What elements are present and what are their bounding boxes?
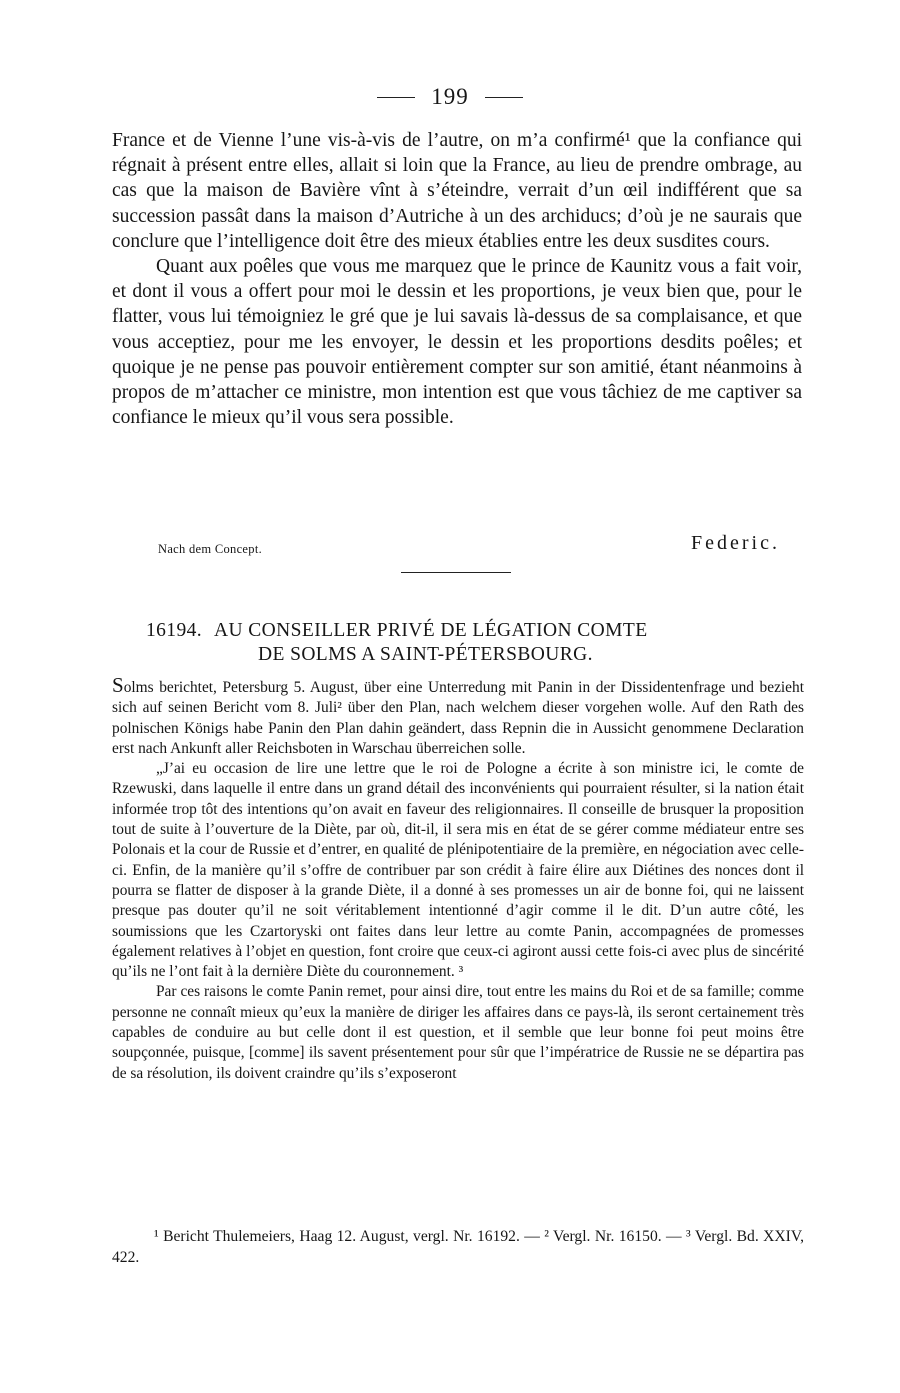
signature: Federic.	[691, 532, 780, 554]
quoted-paragraph-2: Par ces raisons le comte Panin remet, pour ainsi dire, tout entre les mains du Roi et de sa famille; comme personne ne connaît mieux qu’eux la manière de diriger les affaires dans ce pays-là, ils seront certainement très capables de conduire au but celle dont il est question, et il semble que leur bonne foi peut moins être soupçonnée, puisque, [comme] ils savent présentement pour sûr que l’impératrice de Russie ne se départira pas de sa résolution, ils doivent craindre qu’ils s’exposeront	[112, 983, 804, 1082]
document-number: 16194.	[146, 620, 203, 641]
document-heading	[146, 619, 786, 667]
heading-line-2: DE SOLMS A SAINT-PÉTERSBOURG.	[258, 644, 593, 665]
heading-title: AU CONSEILLER PRIVÉ DE LÉGATION COMTE	[214, 620, 648, 641]
continued-letter-text	[112, 128, 802, 430]
running-head	[0, 84, 900, 110]
quoted-paragraph-1: „J’ai eu occasion de lire une lettre que le roi de Pologne a écrite à son ministre ici, le comte de Rzewuski, dans laquelle il entre dans un grand détail des inconvénients qui pourraient résulter, si la nation était informée trop tôt des intentions qu’on avait en faveur des religionnaires. Il conseille de brusquer la proposition tout de suite à l’ouverture de la Diète, par où, dit-il, il sera mis en état de se gérer comme médiateur entre ses Polonais et la cour de Russie et d’entrer, en qualité de plénipotentiaire de la première, en négociation avec celle-ci. Enfin, de la manière qu’il s’offre de contribuer par son crédit à faire élire aux Diétines des nonces dont il pourra se flatter de disposer à la grande Diète, il a donné à ses promesses un air de bonne foi, qui ne laissent presque pas douter qu’il ne soit véritablement intentionné d’agir comme il le dit. D’un autre côté, les soumissions que les Czartoryski ont faites dans leur lettre au comte Panin, accompagnées de promesses également relatives à l’objet en question, font croire que ceux-ci agiront aussi cette fois-ci avec plus de sincérité qu’ils ne l’ont fait à la dernière Diète du couronnement. ³	[112, 760, 804, 981]
paragraph-succession: France et de Vienne l’une vis-à-vis de l’autre, on m’a confirmé¹ que la confiance qui régnait à présent entre elles, allait si loin que la France, au lieu de prendre ombrage, au cas que la maison de Bavière vînt à s’éteindre, verrait d’un œil indifférent que sa succession passât dans la maison d’Autriche à un des archiducs; d’où je ne saurais que conclure que l’intelligence doit être des mieux établies entre les deux susdites cours.	[112, 130, 802, 252]
footnotes	[112, 1226, 804, 1268]
section-separator	[401, 572, 511, 573]
header-rule-right	[485, 97, 523, 98]
header-rule-left	[377, 97, 415, 98]
paragraph-stoves: Quant aux poêles que vous me marquez que le prince de Kaunitz vous a fait voir, et dont il vous a offert pour moi le dessin et les proportions, je veux bien que, pour le flatter, vous lui témoigniez le gré que je lui savais là-dessus de sa complaisance, et que vous acceptiez, pour me les envoyer, le dessin et les proportions desdits poêles; et quoique je ne pense pas pouvoir entièrement compter sur son amitié, étant néanmoins à propos de m’attacher ce ministre, mon intention est que vous tâchiez de me captiver sa confiance le mieux qu’il vous sera possible.	[112, 256, 802, 429]
heading-line-1	[146, 619, 786, 643]
initial-letter: S	[112, 673, 124, 697]
page-number: 199	[431, 84, 469, 109]
german-summary	[112, 675, 804, 759]
document-body	[112, 675, 804, 1084]
german-summary-text: olms berichtet, Petersburg 5. August, über eine Unterredung mit Panin in der Dissidentenfrage und bezieht sich auf seinen Bericht vom 8. Juli² über den Plan, nach welchem dieser vorgehen wolle. Auf den Rath des polnischen Königs habe Panin den Plan dahin geändert, dass Repnin die in Aussicht genommene Declaration erst nach Ankunft aller Reichsboten in Warschau überreichen solle.	[112, 679, 804, 757]
source-note: Nach dem Concept.	[158, 542, 263, 556]
footnote-text: ¹ Bericht Thulemeiers, Haag 12. August, vergl. Nr. 16192. — ² Vergl. Nr. 16150. — ³ Vergl. Bd. XXIV, 422.	[112, 1228, 804, 1266]
